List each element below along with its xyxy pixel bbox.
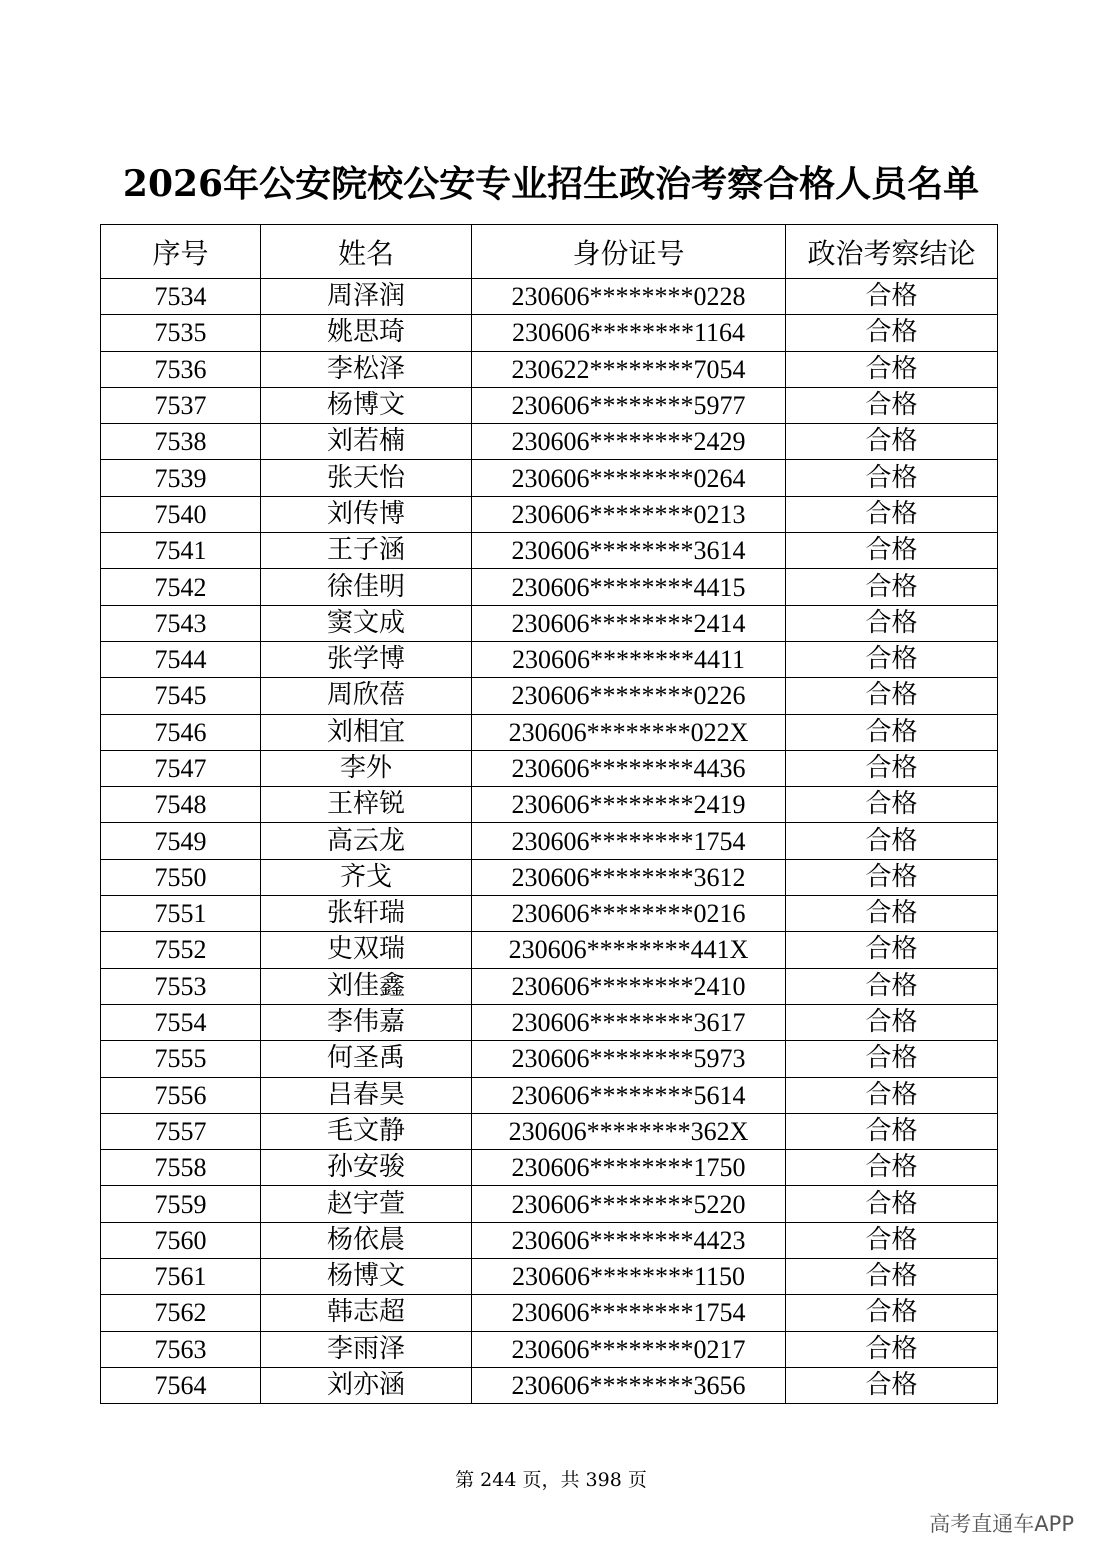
cell-name: 齐戈	[261, 859, 472, 895]
table-row	[101, 387, 998, 423]
cell-id-number: 230606********2419	[472, 787, 786, 823]
cell-conclusion: 合格	[786, 1259, 998, 1295]
table-row	[101, 1367, 998, 1403]
header-seq: 序号	[101, 225, 261, 279]
cell-name: 李外	[261, 750, 472, 786]
cell-name: 韩志超	[261, 1295, 472, 1331]
cell-name: 周欣蓓	[261, 678, 472, 714]
cell-id-number: 230606********0264	[472, 460, 786, 496]
table-row	[101, 859, 998, 895]
table-row	[101, 968, 998, 1004]
cell-id-number: 230606********2410	[472, 968, 786, 1004]
table-row	[101, 1331, 998, 1367]
table-row	[101, 1259, 998, 1295]
table-row	[101, 787, 998, 823]
cell-conclusion: 合格	[786, 496, 998, 532]
cell-conclusion: 合格	[786, 424, 998, 460]
table-row	[101, 714, 998, 750]
cell-seq: 7550	[101, 859, 261, 895]
cell-id-number: 230606********1750	[472, 1150, 786, 1186]
cell-conclusion: 合格	[786, 678, 998, 714]
cell-conclusion: 合格	[786, 1113, 998, 1149]
cell-name: 王子涵	[261, 533, 472, 569]
cell-id-number: 230606********5973	[472, 1041, 786, 1077]
cell-name: 张天怡	[261, 460, 472, 496]
cell-name: 李伟嘉	[261, 1004, 472, 1040]
table-row	[101, 1041, 998, 1077]
cell-id-number: 230606********4411	[472, 641, 786, 677]
cell-id-number: 230606********0228	[472, 279, 786, 315]
cell-seq: 7561	[101, 1259, 261, 1295]
watermark: 高考直通车APP	[929, 1512, 1074, 1536]
cell-id-number: 230606********5977	[472, 387, 786, 423]
cell-seq: 7545	[101, 678, 261, 714]
cell-seq: 7542	[101, 569, 261, 605]
header-conclusion: 政治考察结论	[786, 225, 998, 279]
cell-id-number: 230606********1164	[472, 315, 786, 351]
cell-name: 高云龙	[261, 823, 472, 859]
cell-conclusion: 合格	[786, 859, 998, 895]
cell-seq: 7555	[101, 1041, 261, 1077]
cell-id-number: 230606********1150	[472, 1259, 786, 1295]
cell-id-number: 230606********3617	[472, 1004, 786, 1040]
cell-seq: 7544	[101, 641, 261, 677]
cell-seq: 7563	[101, 1331, 261, 1367]
cell-id-number: 230606********0226	[472, 678, 786, 714]
cell-id-number: 230606********1754	[472, 1295, 786, 1331]
cell-seq: 7546	[101, 714, 261, 750]
roster-table	[100, 224, 998, 1404]
cell-conclusion: 合格	[786, 1331, 998, 1367]
cell-conclusion: 合格	[786, 1295, 998, 1331]
cell-name: 李雨泽	[261, 1331, 472, 1367]
cell-id-number: 230606********2429	[472, 424, 786, 460]
cell-seq: 7536	[101, 351, 261, 387]
cell-id-number: 230606********4436	[472, 750, 786, 786]
cell-seq: 7548	[101, 787, 261, 823]
cell-id-number: 230606********022X	[472, 714, 786, 750]
cell-name: 赵宇萱	[261, 1186, 472, 1222]
cell-seq: 7534	[101, 279, 261, 315]
cell-seq: 7540	[101, 496, 261, 532]
cell-seq: 7558	[101, 1150, 261, 1186]
cell-conclusion: 合格	[786, 896, 998, 932]
cell-seq: 7538	[101, 424, 261, 460]
cell-id-number: 230606********0216	[472, 896, 786, 932]
cell-name: 李松泽	[261, 351, 472, 387]
cell-conclusion: 合格	[786, 641, 998, 677]
cell-name: 姚思琦	[261, 315, 472, 351]
cell-seq: 7535	[101, 315, 261, 351]
cell-id-number: 230606********2414	[472, 605, 786, 641]
cell-id-number: 230606********3612	[472, 859, 786, 895]
table-row	[101, 1186, 998, 1222]
cell-conclusion: 合格	[786, 1150, 998, 1186]
cell-conclusion: 合格	[786, 569, 998, 605]
cell-name: 王梓锐	[261, 787, 472, 823]
cell-conclusion: 合格	[786, 387, 998, 423]
cell-name: 史双瑞	[261, 932, 472, 968]
cell-name: 杨博文	[261, 387, 472, 423]
cell-name: 刘相宜	[261, 714, 472, 750]
cell-seq: 7557	[101, 1113, 261, 1149]
cell-name: 窦文成	[261, 605, 472, 641]
cell-seq: 7543	[101, 605, 261, 641]
cell-name: 吕春昊	[261, 1077, 472, 1113]
cell-conclusion: 合格	[786, 1367, 998, 1403]
cell-seq: 7537	[101, 387, 261, 423]
cell-seq: 7556	[101, 1077, 261, 1113]
cell-name: 杨博文	[261, 1259, 472, 1295]
table-row	[101, 460, 998, 496]
table-row	[101, 641, 998, 677]
table-row	[101, 424, 998, 460]
table-row	[101, 1150, 998, 1186]
cell-seq: 7562	[101, 1295, 261, 1331]
cell-id-number: 230606********5614	[472, 1077, 786, 1113]
cell-name: 徐佳明	[261, 569, 472, 605]
table-row	[101, 1222, 998, 1258]
cell-conclusion: 合格	[786, 1077, 998, 1113]
cell-id-number: 230606********441X	[472, 932, 786, 968]
cell-id-number: 230622********7054	[472, 351, 786, 387]
cell-conclusion: 合格	[786, 714, 998, 750]
cell-seq: 7552	[101, 932, 261, 968]
table-row	[101, 315, 998, 351]
cell-seq: 7559	[101, 1186, 261, 1222]
cell-conclusion: 合格	[786, 279, 998, 315]
cell-name: 何圣禹	[261, 1041, 472, 1077]
cell-name: 刘若楠	[261, 424, 472, 460]
table-row	[101, 496, 998, 532]
table-header-row	[101, 225, 998, 279]
cell-conclusion: 合格	[786, 787, 998, 823]
cell-conclusion: 合格	[786, 315, 998, 351]
cell-id-number: 230606********0213	[472, 496, 786, 532]
cell-conclusion: 合格	[786, 1004, 998, 1040]
cell-seq: 7564	[101, 1367, 261, 1403]
cell-seq: 7547	[101, 750, 261, 786]
page-number: 第 244 页，共 398 页	[455, 1469, 647, 1491]
table-row	[101, 569, 998, 605]
table-body	[101, 279, 998, 1404]
table-row	[101, 279, 998, 315]
cell-id-number: 230606********5220	[472, 1186, 786, 1222]
cell-seq: 7549	[101, 823, 261, 859]
table-row	[101, 1113, 998, 1149]
cell-id-number: 230606********3656	[472, 1367, 786, 1403]
cell-name: 孙安骏	[261, 1150, 472, 1186]
cell-id-number: 230606********3614	[472, 533, 786, 569]
table-row	[101, 678, 998, 714]
cell-seq: 7539	[101, 460, 261, 496]
cell-name: 刘传博	[261, 496, 472, 532]
cell-conclusion: 合格	[786, 351, 998, 387]
table-row	[101, 823, 998, 859]
cell-seq: 7551	[101, 896, 261, 932]
cell-id-number: 230606********4415	[472, 569, 786, 605]
cell-name: 杨依晨	[261, 1222, 472, 1258]
table-row	[101, 533, 998, 569]
page-title: 2026年公安院校公安专业招生政治考察合格人员名单	[122, 163, 980, 205]
cell-name: 张学博	[261, 641, 472, 677]
cell-conclusion: 合格	[786, 968, 998, 1004]
table-row	[101, 605, 998, 641]
cell-seq: 7554	[101, 1004, 261, 1040]
table-row	[101, 932, 998, 968]
cell-id-number: 230606********0217	[472, 1331, 786, 1367]
cell-conclusion: 合格	[786, 932, 998, 968]
cell-name: 周泽润	[261, 279, 472, 315]
cell-name: 毛文静	[261, 1113, 472, 1149]
cell-conclusion: 合格	[786, 823, 998, 859]
table-row	[101, 896, 998, 932]
header-name: 姓名	[261, 225, 472, 279]
cell-conclusion: 合格	[786, 533, 998, 569]
cell-name: 刘亦涵	[261, 1367, 472, 1403]
cell-seq: 7541	[101, 533, 261, 569]
table-row	[101, 351, 998, 387]
table-row	[101, 750, 998, 786]
cell-name: 刘佳鑫	[261, 968, 472, 1004]
cell-conclusion: 合格	[786, 460, 998, 496]
header-id-number: 身份证号	[472, 225, 786, 279]
cell-conclusion: 合格	[786, 1186, 998, 1222]
cell-conclusion: 合格	[786, 605, 998, 641]
cell-conclusion: 合格	[786, 750, 998, 786]
cell-id-number: 230606********1754	[472, 823, 786, 859]
cell-seq: 7553	[101, 968, 261, 1004]
cell-conclusion: 合格	[786, 1222, 998, 1258]
table-row	[101, 1077, 998, 1113]
cell-id-number: 230606********362X	[472, 1113, 786, 1149]
cell-name: 张轩瑞	[261, 896, 472, 932]
table-row	[101, 1295, 998, 1331]
table-row	[101, 1004, 998, 1040]
cell-id-number: 230606********4423	[472, 1222, 786, 1258]
cell-conclusion: 合格	[786, 1041, 998, 1077]
cell-seq: 7560	[101, 1222, 261, 1258]
